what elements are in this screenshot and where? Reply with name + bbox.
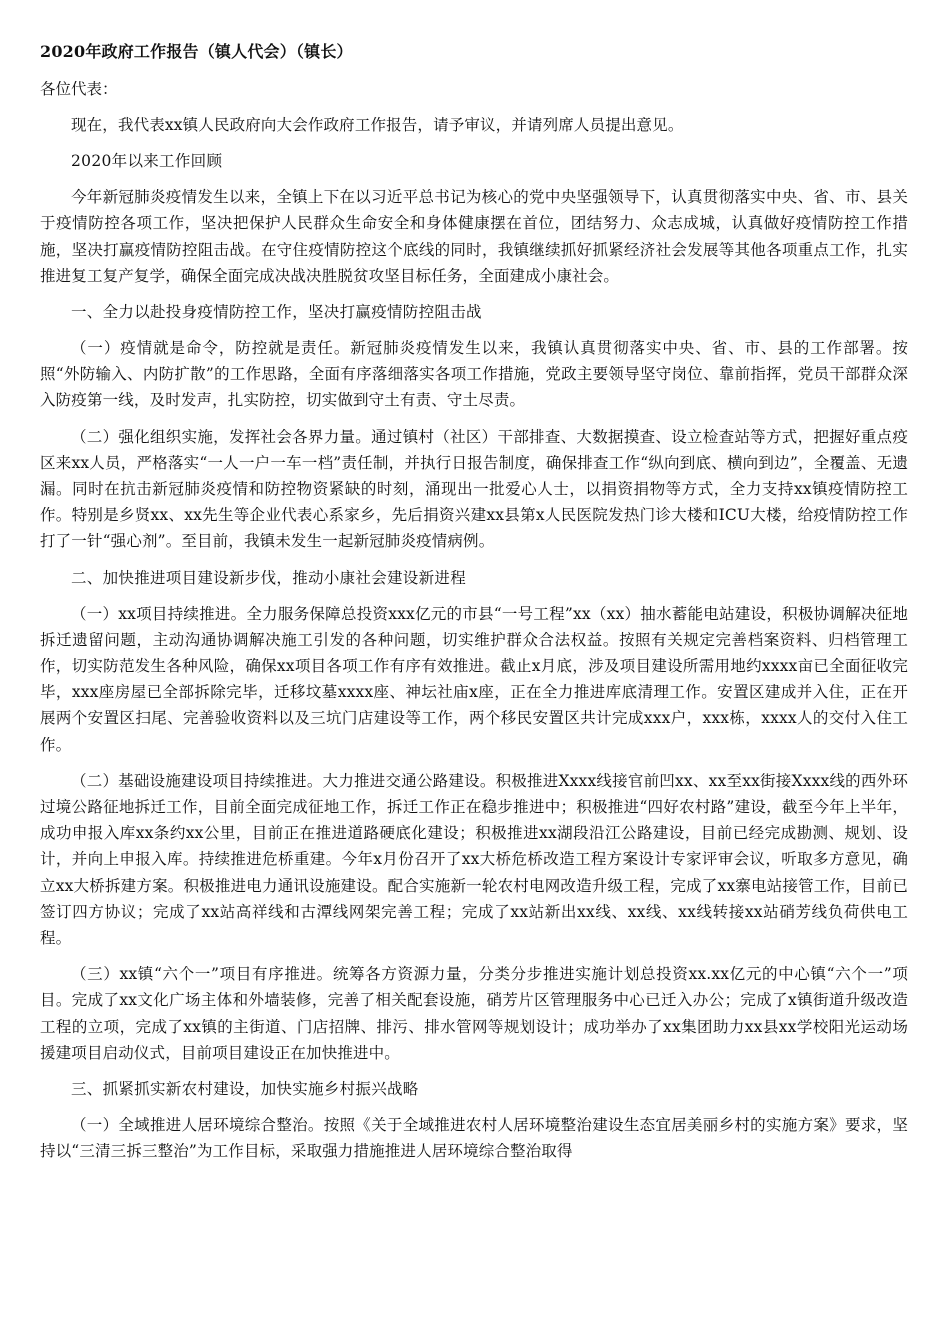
section-2-paragraph-1: （一）xx项目持续推进。全力服务保障总投资xxx亿元的市县“一号工程”xx（xx）抽水蓄能电站建设，积极协调解决征地拆迁遗留问题，主动沟通协调解决施工引发的各种问题，切实维护群众合法权益。按照有关规定完善档案资料、归档管理工作，切实防范发生各种风险，确保xx项目各项工作有序有效推进。截止x月底，涉及项目建设所需用地约xxxx亩已全面征收完毕，xxx座房屋已全部拆除完毕，迁移坟墓xxxx座、神坛社庙x座，正在全力推进库底清理工作。安置区建成并入住，正在开展两个安置区扫尾、完善验收资料以及三坑门店建设等工作，两个移民安置区共计完成xxx户，xxx栋，xxxx人的交付入住工作。 bbox=[40, 604, 908, 754]
section-1-paragraph-2: （二）强化组织实施，发挥社会各界力量。通过镇村（社区）干部排查、大数据摸查、设立检查站等方式，把握好重点疫区来xx人员，严格落实“一人一户一车一档”责任制，并执行日报告制度，确保排查工作“纵向到底、横向到边”，全覆盖、无遗漏。同时在抗击新冠肺炎疫情和防控物资紧缺的时刻，涌现出一批爱心人士，以捐资捐物等方式，全力支持xx镇疫情防控工作。特别是乡贤xx、xx先生等企业代表心系家乡，先后捐资兴建xx县第x人民医院发热门诊大楼和ICU大楼，给疫情防控工作打了一针“强心剂”。至目前，我镇未发生一起新冠肺炎疫情病例。 bbox=[40, 427, 908, 551]
section-3-paragraph-1: （一）全域推进人居环境综合整治。按照《关于全域推进农村人居环境整治建设生态宜居美丽乡村的实施方案》要求，坚持以“三清三拆三整治”为工作目标，采取强力措施推进人居环境综合整治取得 bbox=[40, 1116, 908, 1161]
review-paragraph: 今年新冠肺炎疫情发生以来，全镇上下在以习近平总书记为核心的党中央坚强领导下，认真贯彻落实中央、省、市、县关于疫情防控各项工作，坚决把保护人民群众生命安全和身体健康摆在首位，团结努力、众志成城，认真做好疫情防控工作措施，坚决打赢疫情防控阻击战。在守住疫情防控这个底线的同时，我镇继续抓好抓紧经济社会发展等其他各项重点工作，扎实推进复工复产复学，确保全面完成决战决胜脱贫攻坚目标任务，全面建成小康社会。 bbox=[40, 188, 908, 285]
intro-paragraph: 现在，我代表xx镇人民政府向大会作政府工作报告，请予审议，并请列席人员提出意见。 bbox=[71, 116, 684, 134]
salutation: 各位代表： bbox=[40, 80, 118, 98]
section-2-heading: 二、加快推进项目建设新步伐，推动小康社会建设新进程 bbox=[71, 568, 467, 587]
section-1-heading: 一、全力以赴投身疫情防控工作，坚决打赢疫情防控阻击战 bbox=[71, 303, 482, 322]
section-3-heading: 三、抓紧抓实新农村建设，加快实施乡村振兴战略 bbox=[71, 1080, 419, 1099]
section-1-paragraph-1: （一）疫情就是命令，防控就是责任。新冠肺炎疫情发生以来，我镇认真贯彻落实中央、省、市、县的工作部署。按照“外防输入、内防扩散”的工作思路，全面有序落细落实各项工作措施，党政主要领导坚守岗位、靠前指挥，党员干部群众深入防疫第一线，及时发声，扎实防控，切实做到守土有责、守土尽责。 bbox=[40, 339, 908, 410]
document-title: 2020年政府工作报告（镇人代会）（镇长） bbox=[40, 42, 353, 61]
section-2-paragraph-3: （三）xx镇“六个一”项目有序推进。统筹各方资源力量，分类分步推进实施计划总投资xx.xx亿元的中心镇“六个一”项目。完成了xx文化广场主体和外墙装修，完善了相关配套设施，硝芳片区管理服务中心已迁入办公；完成了x镇街道升级改造工程的立项，完成了xx镇的主街道、门店招牌、排污、排水管网等规划设计；成功举办了xx集团助力xx县xx学校阳光运动场援建项目启动仪式，目前项目建设正在加快推进中。 bbox=[40, 965, 908, 1062]
document-page bbox=[40, 38, 908, 1175]
review-heading: 2020年以来工作回顾 bbox=[71, 152, 223, 171]
section-2-paragraph-2: （二）基础设施建设项目持续推进。大力推进交通公路建设。积极推进Xxxx线接官前凹xx、xx至xx街接Xxxx线的西外环过境公路征地拆迁工作，目前全面完成征地工作，拆迁工作正在稳步推进中；积极推进“四好农村路”建设，截至今年上半年，成功申报入库xx条约xx公里，目前正在推进道路硬底化建设；积极推进xx湖段沿江公路建设，目前已经完成勘测、规划、设计，并向上申报入库。持续推进危桥重建。今年x月份召开了xx大桥危桥改造工程方案设计专家评审会议，听取多方意见，确立xx大桥拆建方案。积极推进电力通讯设施建设。配合实施新一轮农村电网改造升级工程，完成了xx寨电站接管工作，目前已签订四方协议；完成了xx站高祥线和古潭线网架完善工程；完成了xx站新出xx线、xx线、xx线转接xx站硝芳线负荷供电工程。 bbox=[40, 771, 908, 948]
